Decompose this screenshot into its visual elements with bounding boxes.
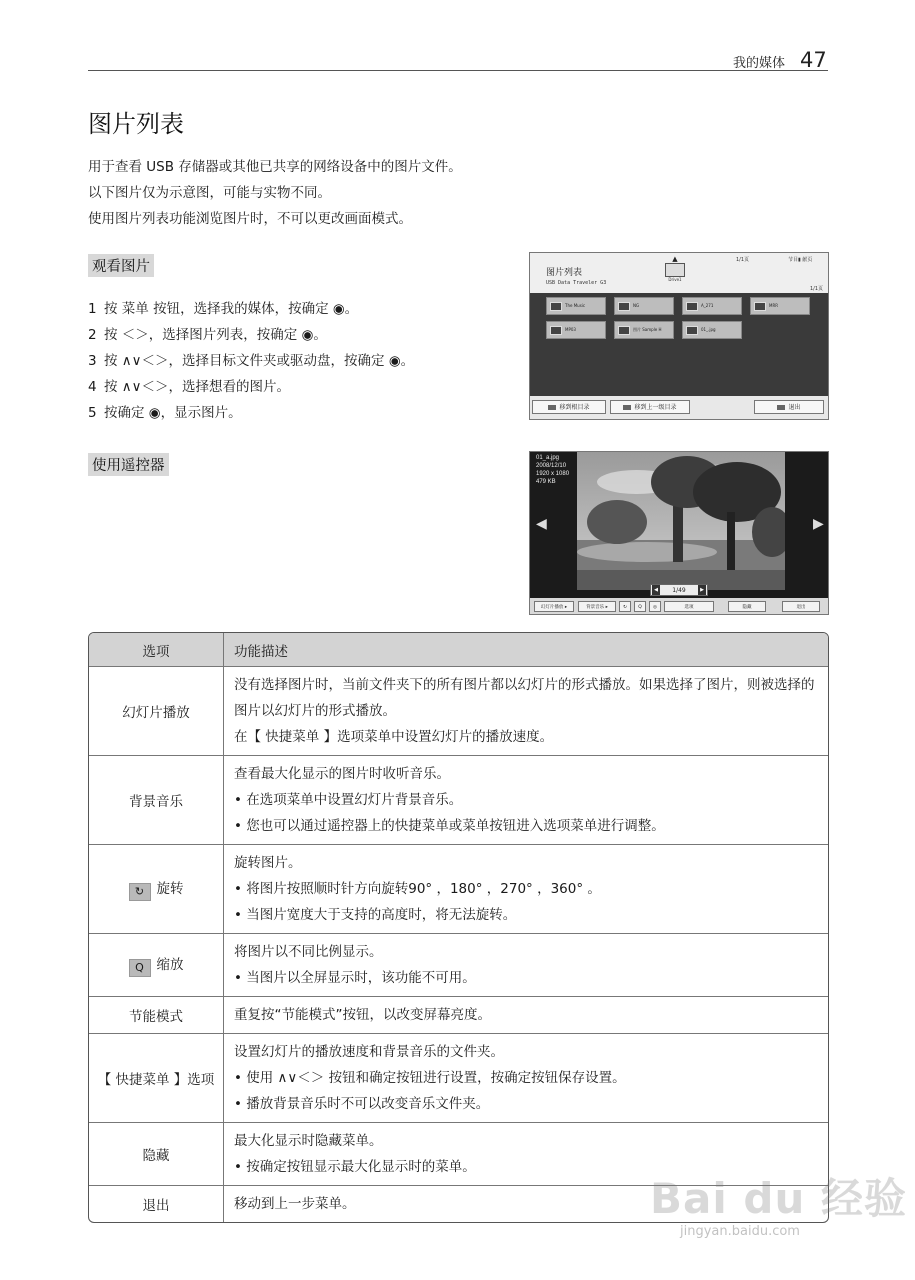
landscape-photo xyxy=(577,452,785,590)
option-name: ↻ 旋转 xyxy=(89,845,224,934)
options-button[interactable]: 选项 xyxy=(664,601,714,612)
option-name: 幻灯片播放 xyxy=(89,667,224,756)
step-item: 3 按 ∧∨＜＞，选择目标文件夹或驱动盘，按确定 ◉。 xyxy=(88,353,415,369)
device-name: USB Data Traveler G3 xyxy=(546,280,607,286)
move-up-button[interactable]: 移到上一级目录 xyxy=(610,400,690,414)
option-description: 将图片以不同比例显示。 • 当图片以全屏显示时，该功能不可用。 xyxy=(224,934,829,997)
table-row xyxy=(89,997,828,1034)
folder-item[interactable]: MRR xyxy=(750,297,810,315)
folder-item[interactable]: 01_.jpg xyxy=(682,321,742,339)
option-description: 移动到上一步菜单。 xyxy=(224,1186,829,1223)
folder-icon xyxy=(686,302,698,311)
hide-button[interactable]: 隐藏 xyxy=(728,601,766,612)
column-header: 功能描述 xyxy=(224,633,829,667)
option-name: 退出 xyxy=(89,1186,224,1223)
top-right-info: 节目▮ 献页 xyxy=(788,257,813,263)
photo-list-screenshot xyxy=(529,252,829,420)
option-name: 【 快捷菜单 】选项 xyxy=(89,1034,224,1123)
move-to-root-button[interactable]: 移到根目录 xyxy=(532,400,606,414)
option-name: 隐藏 xyxy=(89,1123,224,1186)
folder-icon xyxy=(665,263,685,277)
file-size: 479 KB xyxy=(536,479,556,485)
screen-title: 图片列表 xyxy=(546,268,583,278)
previous-arrow-icon[interactable]: ◀ xyxy=(536,516,547,532)
header-section-title: 我的媒体 xyxy=(733,56,786,71)
folder-item[interactable]: 图片 Sample H xyxy=(614,321,674,339)
file-resolution: 1920 x 1080 xyxy=(536,471,570,477)
intro-text xyxy=(88,154,462,232)
prev-page-icon[interactable]: ◀ xyxy=(652,585,660,595)
step-item: 4 按 ∧∨＜＞，选择想看的图片。 xyxy=(88,379,291,395)
folder-icon xyxy=(550,326,562,335)
intro-line: 用于查看 USB 存储器或其他已共享的网络设备中的图片文件。 xyxy=(88,159,462,175)
file-name: 01_a.jpg xyxy=(536,455,560,461)
folder-icon xyxy=(618,302,630,311)
section-label-view: 观看图片 xyxy=(88,254,154,277)
control-bar xyxy=(530,598,828,614)
option-name: 节能模式 xyxy=(89,997,224,1034)
header-divider xyxy=(88,70,828,71)
option-description: 旋转图片。 • 将图片按照顺时针方向旋转90° ，180° ，270° ，360° 。 • 当图片宽度大于支持的高度时，将无法旋转。 xyxy=(224,845,829,934)
watermark-logo: Bai du 经验 xyxy=(650,1174,907,1223)
page-counter: 1/49 xyxy=(672,587,686,594)
column-header: 选项 xyxy=(89,633,224,667)
drive-selector[interactable] xyxy=(664,255,686,291)
zoom-icon[interactable]: Q xyxy=(634,601,646,612)
exit-button[interactable]: 退出 xyxy=(782,601,820,612)
option-description: 设置幻灯片的播放速度和背景音乐的文件夹。 • 使用 ∧∨＜＞ 按钮和确定按钮进行设置，按确定按钮保存设置。 • 播放背景音乐时不可以改变音乐文件夹。 xyxy=(224,1034,829,1123)
folder-item[interactable]: MP03 xyxy=(546,321,606,339)
page-indicator-right: 1/1页 xyxy=(810,286,824,292)
option-name: Q 缩放 xyxy=(89,934,224,997)
options-table xyxy=(88,632,829,1223)
table-row xyxy=(89,934,828,997)
zoom-icon: Q xyxy=(129,959,151,977)
energy-saving-icon[interactable]: ◎ xyxy=(649,601,661,612)
up-arrow-icon: ▲ xyxy=(672,255,678,263)
page-number: 47 xyxy=(800,48,827,72)
folder-icon xyxy=(618,326,630,335)
folder-item[interactable]: A_271 xyxy=(682,297,742,315)
option-description: 最大化显示时隐藏菜单。 • 按确定按钮显示最大化显示时的菜单。 xyxy=(224,1123,829,1186)
table-row xyxy=(89,667,828,756)
next-arrow-icon[interactable]: ▶ xyxy=(813,516,824,532)
table-row xyxy=(89,845,828,934)
table-row xyxy=(89,1034,828,1123)
rotate-icon: ↻ xyxy=(129,883,151,901)
screen-button-bar xyxy=(530,396,828,419)
folder-item[interactable]: The Music xyxy=(546,297,606,315)
photo-view-screenshot xyxy=(529,451,829,615)
step-item: 1 按 菜单 按钮，选择我的媒体，按确定 ◉。 xyxy=(88,301,359,317)
photo-info xyxy=(536,454,569,486)
watermark-url: jingyan.baidu.com xyxy=(680,1224,800,1239)
step-item: 2 按 ＜＞，选择图片列表，按确定 ◉。 xyxy=(88,327,327,343)
option-name: 背景音乐 xyxy=(89,756,224,845)
option-description: 没有选择图片时，当前文件夹下的所有图片都以幻灯片的形式播放。如果选择了图片，则被选择的图片以幻灯片的形式播放。 在【 快捷菜单 】选项菜单中设置幻灯片的播放速度。 xyxy=(224,667,829,756)
folder-item[interactable]: NG xyxy=(614,297,674,315)
option-description: 重复按“节能模式”按钮，以改变屏幕亮度。 xyxy=(224,997,829,1034)
page-indicator: 1/1页 xyxy=(736,257,750,263)
folder-icon xyxy=(754,302,766,311)
table-header-row xyxy=(89,633,828,667)
bgm-button[interactable]: 背景音乐 ▸ xyxy=(578,601,616,612)
slideshow-button[interactable]: 幻灯片播放 ▸ xyxy=(534,601,574,612)
screen-header xyxy=(530,253,828,293)
folder-icon xyxy=(550,302,562,311)
intro-line: 使用图片列表功能浏览图片时，不可以更改画面模式。 xyxy=(88,211,412,227)
option-description: 查看最大化显示的图片时收听音乐。 • 在选项菜单中设置幻灯片背景音乐。 • 您也可以通过遥控器上的快捷菜单或菜单按钮进入选项菜单进行调整。 xyxy=(224,756,829,845)
step-list xyxy=(88,296,414,426)
page-title: 图片列表 xyxy=(88,110,184,138)
section-label-remote: 使用遥控器 xyxy=(88,453,169,476)
file-date: 2008/12/10 xyxy=(536,463,567,469)
drive-label: Drive1 xyxy=(668,277,682,282)
image-file-icon xyxy=(686,326,698,335)
exit-button[interactable]: 退出 xyxy=(754,400,824,414)
next-page-icon[interactable]: ▶ xyxy=(698,585,706,595)
rotate-icon[interactable]: ↻ xyxy=(619,601,631,612)
table-row xyxy=(89,756,828,845)
step-item: 5 按确定 ◉，显示图片。 xyxy=(88,405,242,421)
intro-line: 以下图片仅为示意图，可能与实物不同。 xyxy=(88,185,331,201)
page-navigator xyxy=(650,584,708,596)
